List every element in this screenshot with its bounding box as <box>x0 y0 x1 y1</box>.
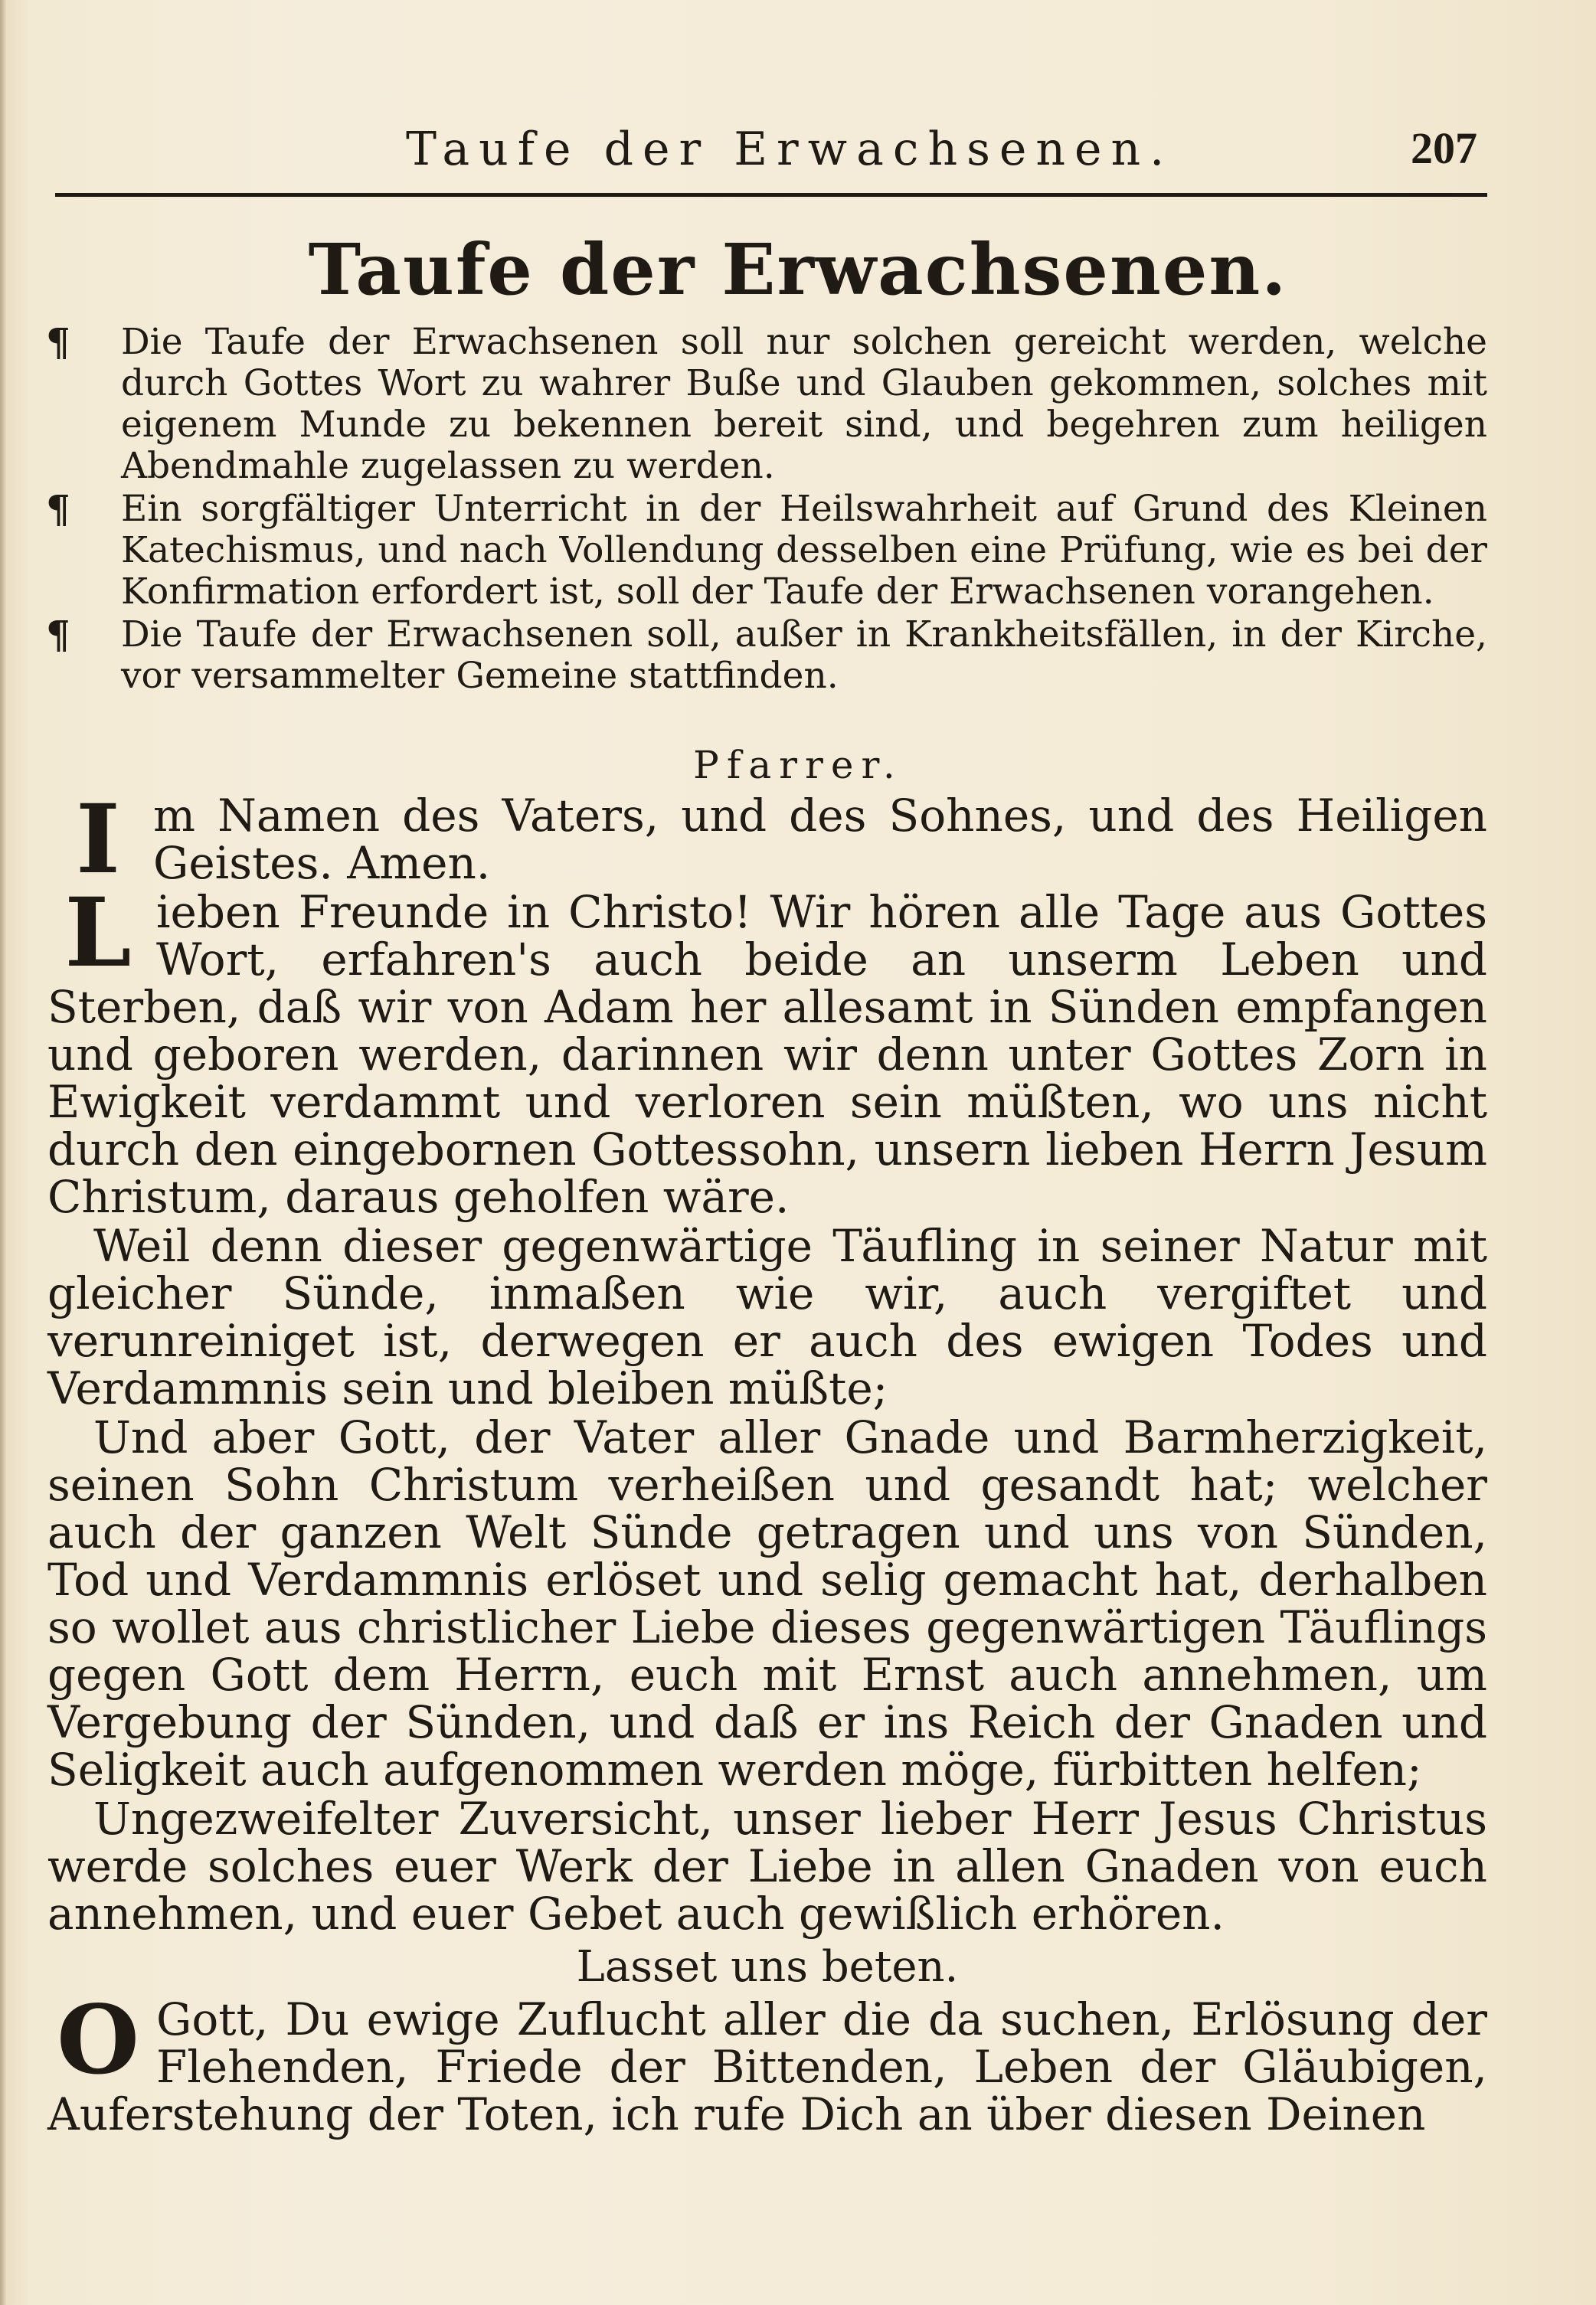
page-number: 207 <box>1411 123 1477 173</box>
rubric-3 <box>46 614 1487 697</box>
speaker-label: Pfarrer. <box>693 743 903 787</box>
paragraph-text: ieben Freunde in Christo! Wir hören alle Tage aus Gottes Wort, erfahren's auch beide an unserm Leben und Sterben, daß wir von Adam her allesamt in Sünden empfangen und geboren werden, darinnen wir denn unter Gottes Zorn in Ewigkeit verdammt und verloren sein müßten, wo uns nicht durch den eingebornen Gottessohn, unsern lieben Herrn Jesum Christum, daraus geholfen wäre. <box>47 886 1487 1223</box>
rubric-text: Die Taufe der Erwachsenen soll nur solchen gereicht werden, welche durch Gottes Wort zu wahrer Buße und Glauben gekommen, solches mit eigenem Munde zu bekennen bereit sind, und begehren zum heiligen Abendmahle zugelassen zu werden. <box>121 321 1487 487</box>
drop-cap: O <box>56 1985 139 2096</box>
header-rule <box>55 193 1487 197</box>
prayer-paragraph <box>47 1985 1487 2140</box>
pilcrow-icon: ¶ <box>46 612 70 657</box>
rubric-text: Die Taufe der Erwachsenen soll, außer in Krankheitsfällen, in der Kirche, vor versammelter Gemeine stattfinden. <box>121 613 1487 697</box>
pilcrow-icon: ¶ <box>46 486 70 531</box>
invocation <box>47 784 1487 895</box>
drop-cap: I <box>75 784 120 895</box>
address-paragraph-4: Ungezweifelter Zuversicht, unser lieber Herr Jesus Christus werde solches euer Werk der Liebe in allen Gnaden von euch annehmen, und euer Gebet auch gewißlich erhören. <box>47 1793 1487 1940</box>
rubric-text: Ein sorgfältiger Unterricht in der Heilswahrheit auf Grund des Kleinen Katechismus, und nach Vollendung desselben eine Prüfung, wie es bei der Konfirmation erfordert ist, soll der Taufe der Erwachsenen vorangehen. <box>121 488 1487 613</box>
drop-cap: L <box>64 878 132 989</box>
rubric-2 <box>46 486 1487 613</box>
address-paragraph-1 <box>47 878 1487 1223</box>
page-gutter-edge <box>0 0 6 2305</box>
invocation-text: m Namen des Vaters, und des Sohnes, und des Heiligen Geistes. Amen. <box>153 790 1487 889</box>
prayer-text: Gott, Du ewige Zuflucht aller die da suchen, Erlösung der Flehenden, Friede der Bittenden, Leben der Gläubigen, Auferstehung der Toten, ich rufe Dich an über diesen Deinen <box>47 1993 1487 2140</box>
running-title: Taufe der Erwachsenen. <box>406 123 1174 176</box>
liturgy-text <box>47 784 1487 2140</box>
rubrics-block <box>46 319 1487 698</box>
section-title: Taufe der Erwachsenen. <box>308 228 1288 311</box>
address-paragraph-2: Weil denn dieser gegenwärtige Täufling in seiner Natur mit gleicher Sünde, inmaßen wie wir, auch vergiftet und verunreiniget ist, derwegen er auch des ewigen Todes und Verdammnis sein und bleiben müßte; <box>47 1220 1487 1414</box>
rubric-1 <box>46 319 1487 487</box>
address-paragraph-3: Und aber Gott, der Vater aller Gnade und Barmherzigkeit, seinen Sohn Christum verheißen und gesandt hat; welcher auch der ganzen Welt Sünde getragen und uns von Sünden, Tod und Verdammnis erlöset und selig gemacht hat, derhalben so wollet aus christlicher Liebe dieses gegenwärtigen Täuflings gegen Gott dem Herrn, euch mit Ernst auch annehmen, um Vergebung der Sünden, und daß er ins Reich der Gnaden und Seligkeit auch aufgenommen werden möge, fürbitten helfen; <box>47 1411 1487 1796</box>
pilcrow-icon: ¶ <box>46 319 70 365</box>
prayer-intro: Lasset uns beten. <box>576 1942 959 1992</box>
